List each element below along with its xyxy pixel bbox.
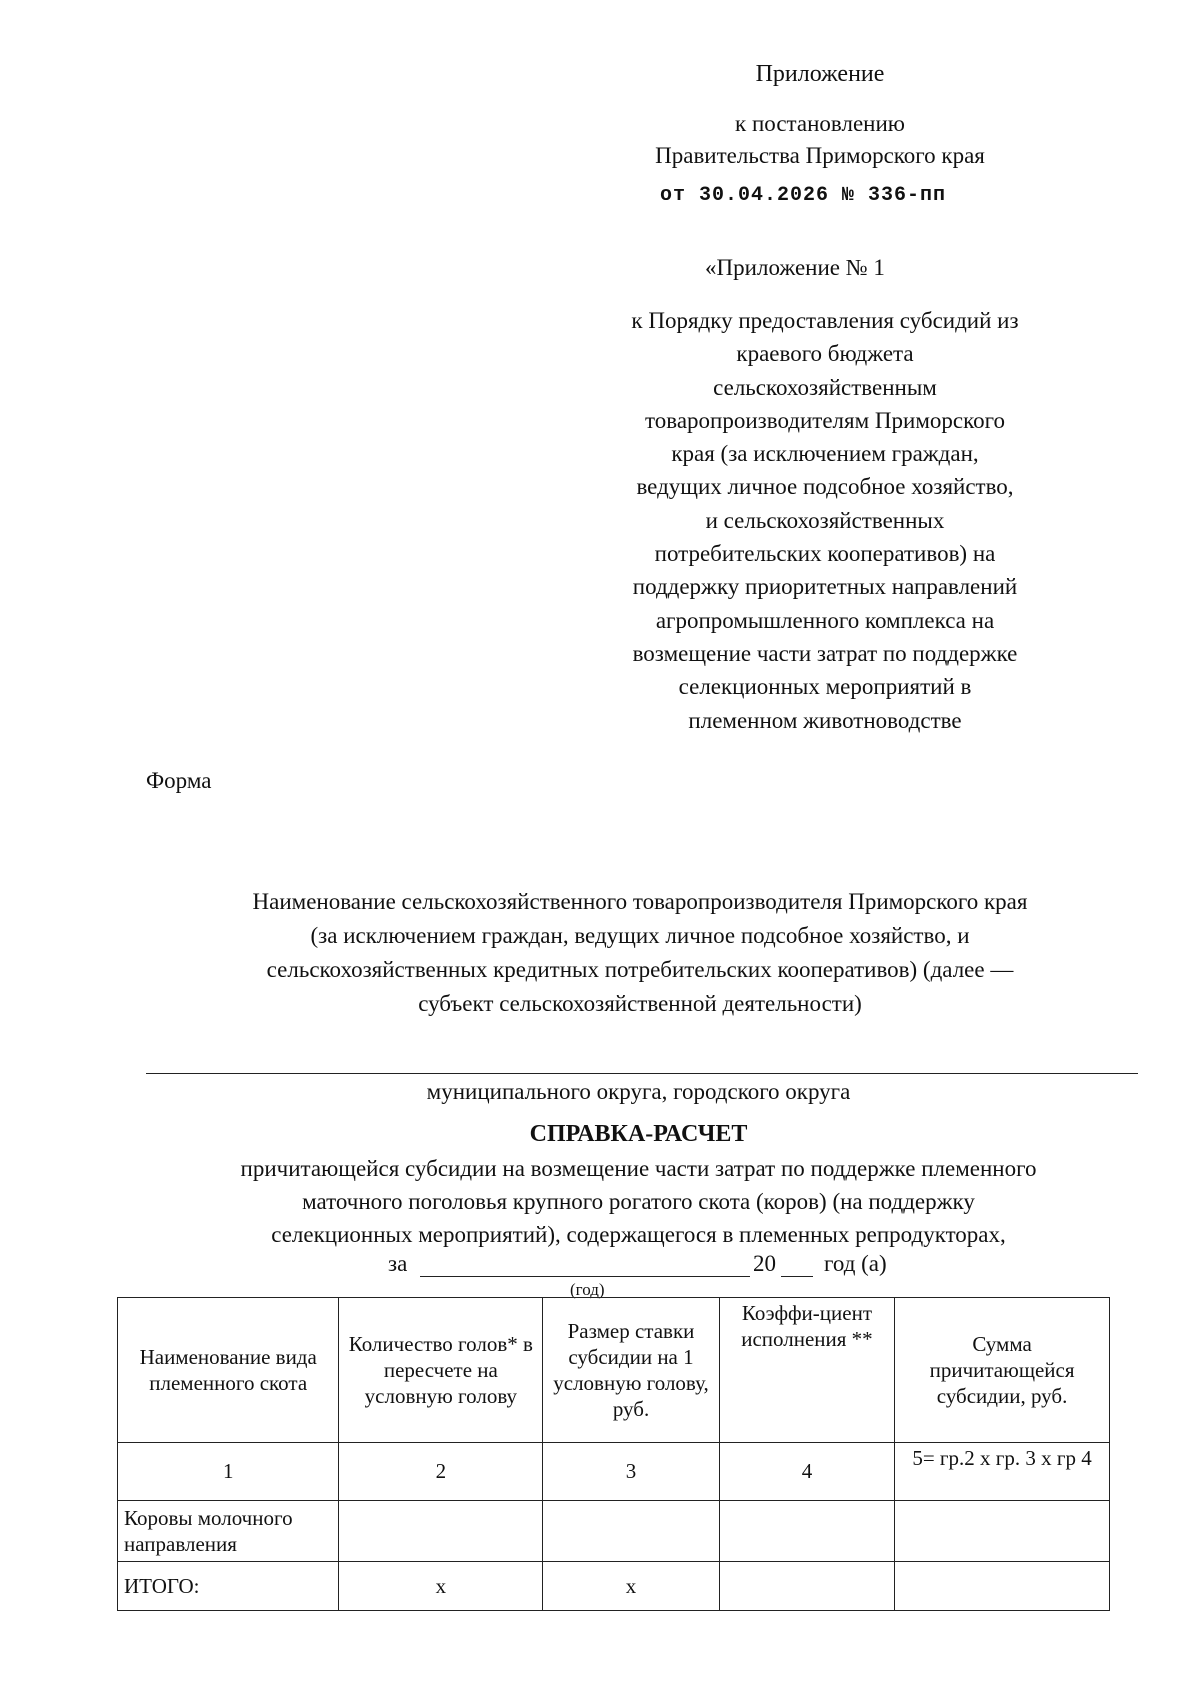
order-line: агропромышленного комплекса на bbox=[655, 607, 995, 633]
header-cell-rate: Размер ставки субсидии на 1 условную голову, руб. bbox=[543, 1298, 719, 1443]
table-cell-coefficient[interactable] bbox=[719, 1562, 894, 1611]
year-digits-blank-line[interactable] bbox=[781, 1276, 813, 1277]
order-line: поддержку приоритетных направлений bbox=[632, 574, 1018, 600]
column-number-cell: 1 bbox=[118, 1443, 339, 1501]
period-century: 20 bbox=[753, 1251, 776, 1276]
header-cell-livestock-type: Наименование вида племенного скота bbox=[118, 1298, 339, 1443]
period-suffix: год (а) bbox=[824, 1251, 887, 1276]
order-line: края (за исключением граждан, bbox=[671, 441, 979, 467]
district-caption: муниципального округа, городского округа bbox=[426, 1079, 851, 1104]
subsidy-calculation-table bbox=[117, 1297, 1110, 1611]
appendix-1-title: «Приложение № 1 bbox=[705, 255, 885, 280]
order-line: селекционных мероприятий в bbox=[678, 674, 972, 700]
header-cell-head-count: Количество голов* в пересчете на условную голову bbox=[339, 1298, 543, 1443]
appendix-label: Приложение bbox=[755, 61, 885, 87]
producer-name-blank-line[interactable] bbox=[146, 1073, 1138, 1074]
column-number-cell: 3 bbox=[543, 1443, 719, 1501]
period-line bbox=[380, 1248, 940, 1282]
subtitle-line: селекционных мероприятий), содержащегося в племенных репродукторах, bbox=[271, 1222, 1006, 1247]
order-line: ведущих личное подсобное хозяйство, bbox=[636, 474, 1014, 500]
subtitle-line: причитающейся субсидии на возмещение части затрат по поддержке племенного bbox=[240, 1156, 1037, 1181]
table-cell-rate[interactable] bbox=[543, 1501, 719, 1562]
table-cell-head-count: х bbox=[339, 1562, 543, 1611]
table-row-total bbox=[118, 1562, 1110, 1611]
subtitle-line: маточного поголовья крупного рогатого скота (коров) (на поддержку bbox=[302, 1189, 975, 1214]
order-reference bbox=[595, 304, 1055, 737]
producer-description bbox=[140, 885, 1140, 1021]
table-cell-subsidy-sum[interactable] bbox=[895, 1562, 1110, 1611]
table-cell-rate: х bbox=[543, 1562, 719, 1611]
to-decree-label: к постановлению bbox=[735, 111, 905, 136]
order-line: сельскохозяйственным bbox=[713, 374, 937, 400]
producer-line: сельскохозяйственных кредитных потребительских кооперативов) (далее — bbox=[266, 957, 1014, 982]
table-row bbox=[118, 1501, 1110, 1562]
table-column-numbers-row bbox=[118, 1443, 1110, 1501]
order-line: возмещение части затрат по поддержке bbox=[632, 640, 1018, 666]
year-blank-line[interactable] bbox=[420, 1276, 750, 1277]
header-cell-subsidy-sum: Сумма причитающейся субсидии, руб. bbox=[895, 1298, 1110, 1443]
document-subtitle bbox=[146, 1152, 1131, 1251]
producer-line: Наименование сельскохозяйственного товаропроизводителя Приморского края bbox=[252, 889, 1028, 914]
producer-line: (за исключением граждан, ведущих личное подсобное хозяйство, и bbox=[310, 923, 970, 948]
table-header-row bbox=[118, 1298, 1110, 1443]
table-cell-livestock-type: Коровы молочного направления bbox=[118, 1501, 339, 1562]
order-line: и сельскохозяйственных bbox=[705, 507, 945, 533]
document-title: СПРАВКА-РАСЧЕТ bbox=[529, 1121, 748, 1147]
order-line: краевого бюджета bbox=[736, 341, 914, 367]
table-cell-subsidy-sum[interactable] bbox=[895, 1501, 1110, 1562]
table-cell-total-label: ИТОГО: bbox=[118, 1562, 339, 1611]
year-caption: (год) bbox=[570, 1280, 605, 1299]
column-number-cell: 4 bbox=[719, 1443, 894, 1501]
column-number-cell: 2 bbox=[339, 1443, 543, 1501]
column-number-cell-formula: 5= гр.2 х гр. 3 х гр 4 bbox=[895, 1443, 1110, 1501]
order-line: потребительских кооперативов) на bbox=[654, 541, 996, 567]
decree-date-stamp: от 30.04.2026 № 336-пп bbox=[660, 184, 947, 207]
order-line: товаропроизводителям Приморского bbox=[645, 407, 1005, 433]
table-cell-head-count[interactable] bbox=[339, 1501, 543, 1562]
producer-line: субъект сельскохозяйственной деятельности) bbox=[418, 991, 862, 1016]
order-line: племенном животноводстве bbox=[688, 707, 962, 733]
form-label: Форма bbox=[146, 768, 212, 793]
period-prefix: за bbox=[388, 1251, 408, 1276]
government-label: Правительства Приморского края bbox=[655, 143, 985, 168]
table-cell-coefficient[interactable] bbox=[719, 1501, 894, 1562]
header-cell-coefficient: Коэффи-циент исполнения ** bbox=[719, 1298, 894, 1443]
order-line: к Порядку предоставления субсидий из bbox=[631, 308, 1019, 333]
